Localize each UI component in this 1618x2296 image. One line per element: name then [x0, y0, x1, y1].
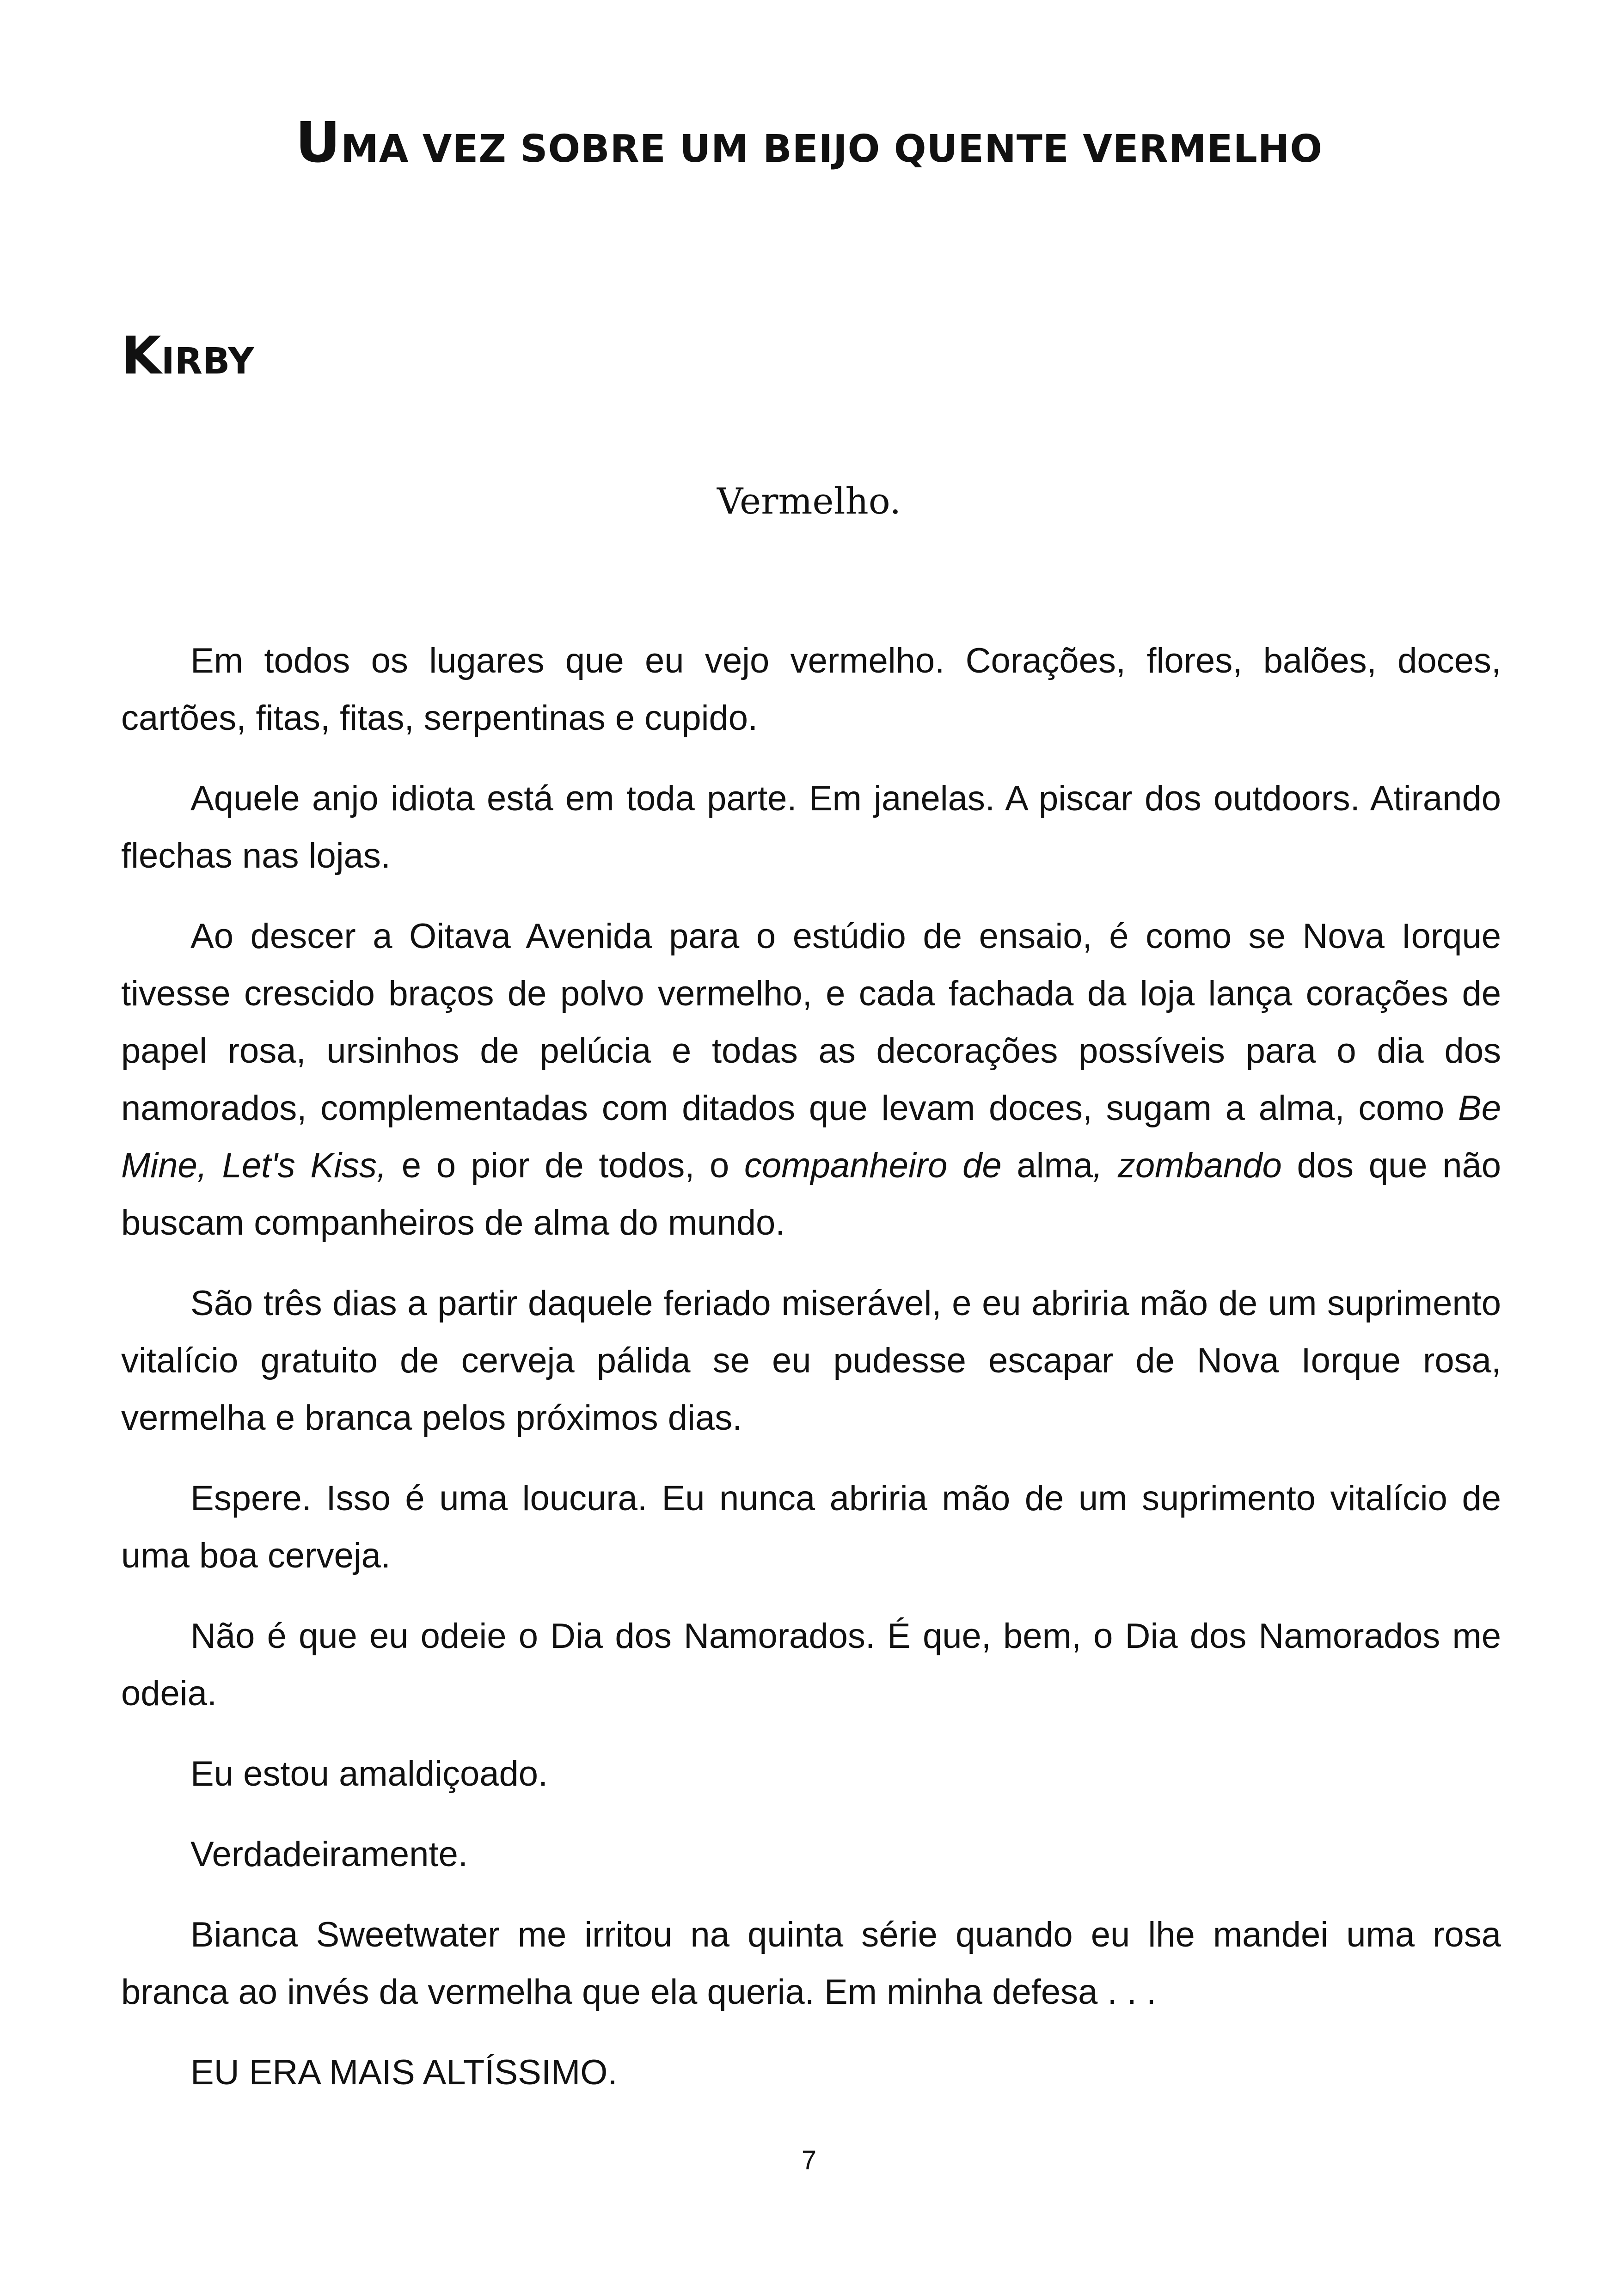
paragraph-segment: dos que não buscam companheiros de alma do mundo.	[121, 1146, 1501, 1243]
paragraph-segment: Ao descer a Oitava Avenida para o estúdio de ensaio, é como se Nova Iorque tivesse crescido braços de polvo vermelho, e cada fachada da loja lança corações de papel rosa, ursinhos de pelúcia e todas as decorações possíveis para o dia dos namorados, complementadas com ditados que levam doces, sugam a alma, como	[121, 917, 1501, 1128]
paragraph: Eu estou amaldiçoado.	[190, 1754, 548, 1794]
chapter-title	[121, 326, 254, 386]
paragraph-segment: e o pior de todos, o	[386, 1146, 745, 1185]
book-title-rest: MA VEZ SOBRE UM BEIJO QUENTE VERMELHO	[341, 127, 1323, 171]
page-number: 7	[801, 2145, 817, 2175]
paragraph: Bianca Sweetwater me irritou na quinta série quando eu lhe mandei uma rosa branca ao invés da vermelha que ela queria. Em minha defesa . . .	[121, 1915, 1501, 2012]
chapter-body	[121, 632, 1501, 2125]
paragraph: Em todos os lugares que eu vejo vermelho. Corações, flores, balões, doces, cartões, fitas, fitas, serpentinas e cupido.	[121, 641, 1501, 738]
italic-phrase: companheiro de	[744, 1146, 1002, 1185]
paragraph: EU ERA MAIS ALTÍSSIMO.	[190, 2053, 618, 2092]
paragraph: Não é que eu odeie o Dia dos Namorados. É que, bem, o Dia dos Namorados me odeia.	[121, 1616, 1501, 1713]
italic-phrase: Be Mine, Let's Kiss,	[121, 1089, 1501, 1185]
paragraph	[121, 908, 1501, 1252]
paragraph: Espere. Isso é uma loucura. Eu nunca abriria mão de um suprimento vitalício de uma boa cerveja.	[121, 1479, 1501, 1575]
paragraph: São três dias a partir daquele feriado miserável, e eu abriria mão de um suprimento vitalício gratuito de cerveja pálida se eu pudesse escapar de Nova Iorque rosa, vermelha e branca pelos próximos dias.	[121, 1284, 1501, 1438]
chapter-title-initial: K	[121, 325, 161, 386]
italic-phrase: , zombando	[1093, 1146, 1282, 1185]
paragraph: Verdadeiramente.	[190, 1835, 468, 1874]
chapter-epigraph: Vermelho.	[717, 481, 901, 522]
paragraph-segment: alma	[1001, 1146, 1093, 1185]
book-title	[0, 111, 1618, 175]
chapter-title-rest: IRBY	[161, 340, 254, 382]
book-title-initial: U	[295, 110, 341, 175]
paragraph: Aquele anjo idiota está em toda parte. Em janelas. A piscar dos outdoors. Atirando flechas nas lojas.	[121, 779, 1501, 876]
